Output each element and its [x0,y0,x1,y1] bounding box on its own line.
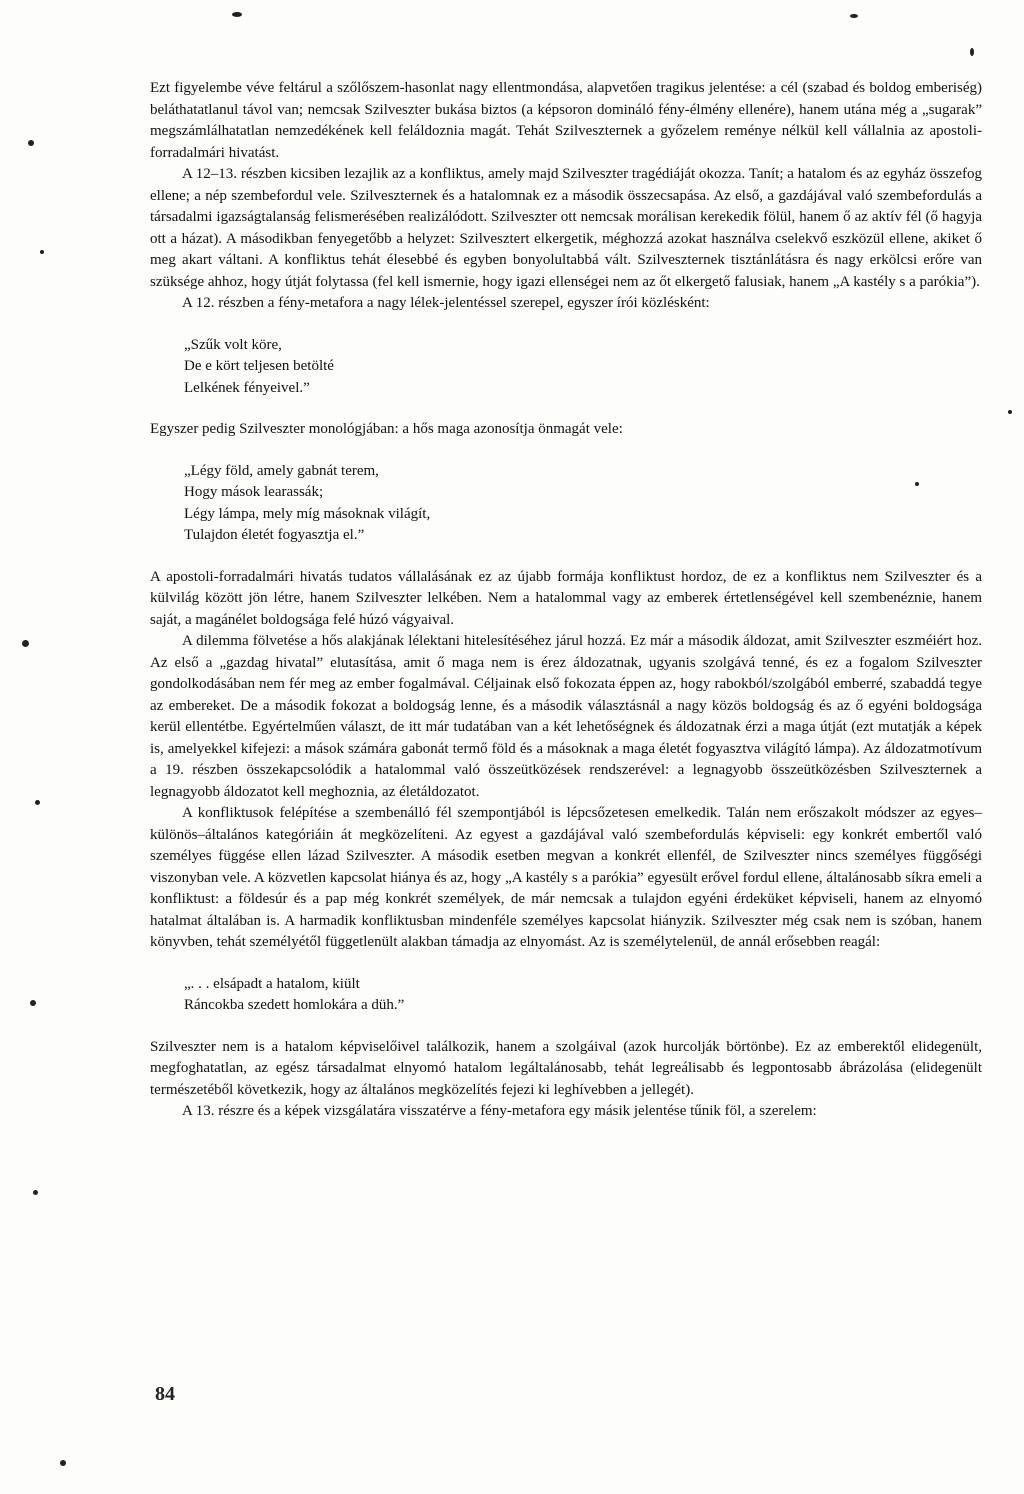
paragraph: A 12. részben a fény-metafora a nagy lélek-jelentéssel szerepel, egyszer írói közlésként: [182,295,710,311]
poem-quote-3 [184,974,982,1017]
poem-line: Légy lámpa, mely míg másoknak világít, [184,505,431,522]
poem-line: De e kört teljesen betölté [184,358,334,374]
paragraph: A 12–13. részben kicsiben lezajlik az a konfliktus, amely majd Szilveszter tragédiáját okozza. Tanít; a hatalom és az egyház összefog ellene; a nép szembefordul vele. Szilveszternek és a hatalomnak ez a második összecsapása. Az első, a gazdájával való szembefordulás a társadalmi igazságtalanság felismerésében realizálódott. Szilveszter ott nemcsak morálisan kerekedik fölül, hanem ő az aktív fél (ő hagyja ott a házat). A másodikban fenyegetőbb a helyzet: Szilvesztert elkergetik, méghozzá azokat használva cselekvő eszközül ellene, akiket ő meg akart váltani. A konfliktus tehát élesebbé és egyben bonyolultabbá vált. Szilveszternek tisztánlátásra és nagy erkölcsi erőre van szüksége ahhoz, hogy útját folytassa (fel kell ismernie, hogy igazi ellenségei nem az őt elkergető falusiak, hanem „A kastély s a parókia”). [150,166,982,290]
paragraph: A konfliktusok felépítése a szembenálló fél szempontjából is lépcsőzetesen emelkedik. Talán nem erőszakolt módszer az egyes–különös–általános kategóriáin át megközelíteni. Az egyest a gazdájával való szembefordulás képviseli: egy konkrét embertől való személyes függése ellen lázad Szilveszter. A második esetben megvan a konkrét ellenfél, de Szilveszter nincs személyes függőségi viszonyban vele. A közvetlen kapcsolat hiánya és az, hogy „A kastély s a parókia” egyesült erővel fordul ellene, általánosabb síkra emeli a konfliktust: a földesúr és a pap még konkrét személyek, de már nemcsak a tulajdon egyéni érdeküket képviseli, hanem az elnyomó hatalmat általában is. A harmadik konfliktusban mindenféle személyes kapcsolat hiányzik. Szilveszter még csak nem is szóban, hanem könyvben, tehát személyétől függetlenült alakban támadja az elnyomást. Az is személytelenül, de annál erősebben reagál: [150,805,982,950]
text-section-2 [150,419,982,441]
poem-line: „Légy föld, amely gabnát terem, [184,462,379,479]
poem-line: Hogy mások learassák; [184,484,324,500]
poem-line: „Szűk volt köre, [184,336,282,353]
paragraph: A dilemma fölvetése a hős alakjának lélektani hitelesítéséhez járul hozzá. Ez már a második áldozat, amit Szilveszter eszméiért hoz. Az első a „gazdag hivatal” elutasítása, amit ő maga nem is érez áldozatnak, ugyanis szolgává tenné, és ez a fogalom Szilveszter gondolkodásában nem fér meg az ember fogalmával. Céljainak első fokozata éppen az, hogy rabokból/szolgából emberré, szabaddá tegye az embereket. De a második fokozat a boldogság lenne, és a második választásnál a nagy közös boldogság és az ő egyéni boldogsága kerül ellentétbe. Egyértelműen választ, de itt már tudatában van a két lehetőségnek és áldozatnak érzi a maga útját (ezt mutatják a képek is, amelyekkel kifejezi: a mások számára gabonát termő föld és a másoknak a maga életét fogyasztva világító lámpa). Az áldozatmotívum a 19. részben összekapcsolódik a hatalommal való összeütközések rendszerével: a legnagyobb összeütközésben Szilveszternek a legnagyobb áldozatot kell meghoznia, az életáldozatot. [150,633,982,800]
poem-line: Tulajdon életét fogyasztja el.” [184,527,365,543]
poem-line: „. . . elsápadt a hatalom, kiült [184,975,360,992]
poem-line: Lelkének fényeivel.” [184,379,310,396]
paragraph: Egyszer pedig Szilveszter monológjában: a hős maga azonosítja önmagát vele: [150,421,623,437]
paragraph: A 13. részre és a képek vizsgálatára visszatérve a fény-metafora egy másik jelentése tűnik föl, a szerelem: [182,1103,817,1119]
poem-quote-1 [184,335,982,400]
text-section-4 [150,1037,982,1123]
text-section-3 [150,567,982,954]
poem-line: Ráncokba szedett homlokára a düh.” [184,997,405,1013]
poem-quote-2 [184,461,982,547]
paragraph: Szilveszter nem is a hatalom képviselőivel találkozik, hanem a szolgáival (azok hurcolják börtönbe). Ez az emberektől elidegenült, megfoghatatlan, az egész társadalmat elnyomó hatalom legáltalánosabb, tehát legreálisabb és legpontosabb ábrázolása (elidegenült természetéből következik, hogy az általános megközelítés fejezi ki leghívebben a jellegét). [150,1038,982,1098]
text-section-1 [150,78,982,315]
page-number: 84 [155,1383,175,1405]
page-content [150,78,982,1123]
paragraph: Ezt figyelembe véve feltárul a szőlőszem-hasonlat nagy ellentmondása, alapvetően tragikus jelentése: a cél (szabad és boldog emberiség) beláthatatlanul távol van; nemcsak Szilveszter bukása biztos (a képsoron domináló fény-élmény ellenére), hanem utána még a „sugarak” megszámlálhatatlan nemzedékének kell feláldoznia magát. Tehát Szilveszternek a győzelem reménye nélkül kell vállalnia az apostoli-forradalmári hivatást. [150,80,982,161]
paragraph: A apostoli-forradalmári hivatás tudatos vállalásának ez az újabb formája konfliktust hordoz, de ez a konfliktus nem Szilveszter és a külvilág között jön létre, hanem Szilveszter lelkében. Nem a hatalommal vagy az emberek értetlenségével kell szembenéznie, hanem saját, a magánélet boldogsága felé húzó vágyaival. [150,568,982,628]
